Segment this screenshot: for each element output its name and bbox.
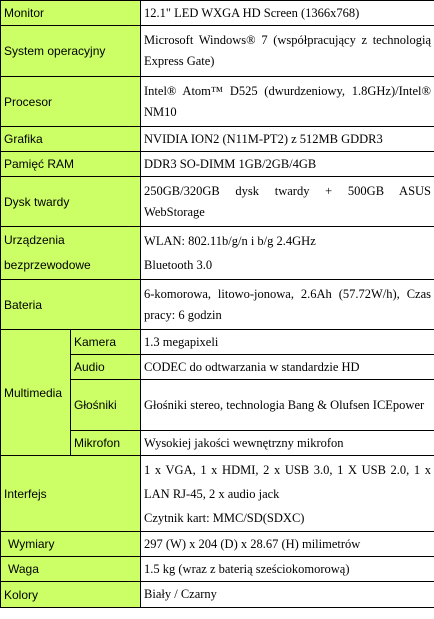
row-value-waga: 1.5 kg (wraz z baterią sześciokomorową) [141,557,434,582]
row-label-mikrofon: Mikrofon [71,431,141,456]
row-label-kolory: Kolory [1,582,141,608]
row-label-interfejs: Interfejs [1,456,141,532]
wireless-label-line2: bezprzewodowe [4,258,91,272]
row-value-wymiary: 297 (W) x 204 (D) x 28.67 (H) milimetrów [141,532,434,557]
row-label-pamiec: Pamięć RAM [1,152,141,177]
row-label-wireless [1,227,141,280]
row-label-kamera: Kamera [71,330,141,355]
table-row [1,456,434,532]
table-row [1,280,434,330]
row-label-glosniki: Głośniki [71,380,141,431]
row-label-waga: Waga [1,557,141,582]
interfejs-value-line1: 1 x VGA, 1 x HDMI, 2 x USB 3.0, 1 X USB 2.0, 1 x LAN RJ-45, 2 x audio jack [144,462,432,501]
row-label-multimedia: Multimedia [1,330,71,456]
row-label-procesor: Procesor [1,77,141,127]
wireless-label-line1: Urządzenia [4,233,65,247]
row-label-dysk: Dysk twardy [1,177,141,227]
row-value-pamiec: DDR3 SO-DIMM 1GB/2GB/4GB [141,152,434,177]
row-label-bateria: Bateria [1,280,141,330]
table-row [1,227,434,280]
row-value-dysk: 250GB/320GB dysk twardy + 500GB ASUS WebStorage [141,177,434,227]
table-row [1,77,434,127]
row-label-monitor: Monitor [1,1,141,26]
row-value-wireless [141,227,434,280]
row-value-procesor: Intel® Atom™ D525 (dwurdzeniowy, 1.8GHz)/Intel® NM10 [141,77,434,127]
row-label-wymiary: Wymiary [1,532,141,557]
table-row [1,127,434,152]
table-row [1,532,434,557]
table-row [1,177,434,227]
row-value-grafika: NVIDIA ION2 (N11M-PT2) z 512MB GDDR3 [141,127,434,152]
row-value-monitor: 12.1" LED WXGA HD Screen (1366x768) [141,1,434,26]
table-row [1,582,434,608]
row-label-grafika: Grafika [1,127,141,152]
table-row [1,152,434,177]
interfejs-value-line2: Czytnik kart: MMC/SD(SDXC) [144,510,305,525]
row-value-glosniki: Głośniki stereo, technologia Bang & Olufsen ICEpower [141,380,434,431]
row-label-audio: Audio [71,355,141,380]
row-value-interfejs [141,456,434,532]
row-value-kamera: 1.3 megapixeli [141,330,434,355]
row-value-kolory: Biały / Czarny [141,582,434,608]
table-row [1,1,434,26]
row-label-system: System operacyjny [1,26,141,77]
row-value-bateria: 6-komorowa, litowo-jonowa, 2.6Ah (57.72W/h), Czas pracy: 6 godzin [141,280,434,330]
wireless-value-line2: Bluetooth 3.0 [144,258,213,272]
row-value-system: Microsoft Windows® 7 (współpracujący z technologią Express Gate) [141,26,434,77]
table-row [1,557,434,582]
wireless-value-line1: WLAN: 802.11b/g/n i b/g 2.4GHz [144,234,316,248]
table-row [1,26,434,77]
row-value-audio: CODEC do odtwarzania w standardzie HD [141,355,434,380]
row-value-mikrofon: Wysokiej jakości wewnętrzny mikrofon [141,431,434,456]
table-row [1,330,434,355]
